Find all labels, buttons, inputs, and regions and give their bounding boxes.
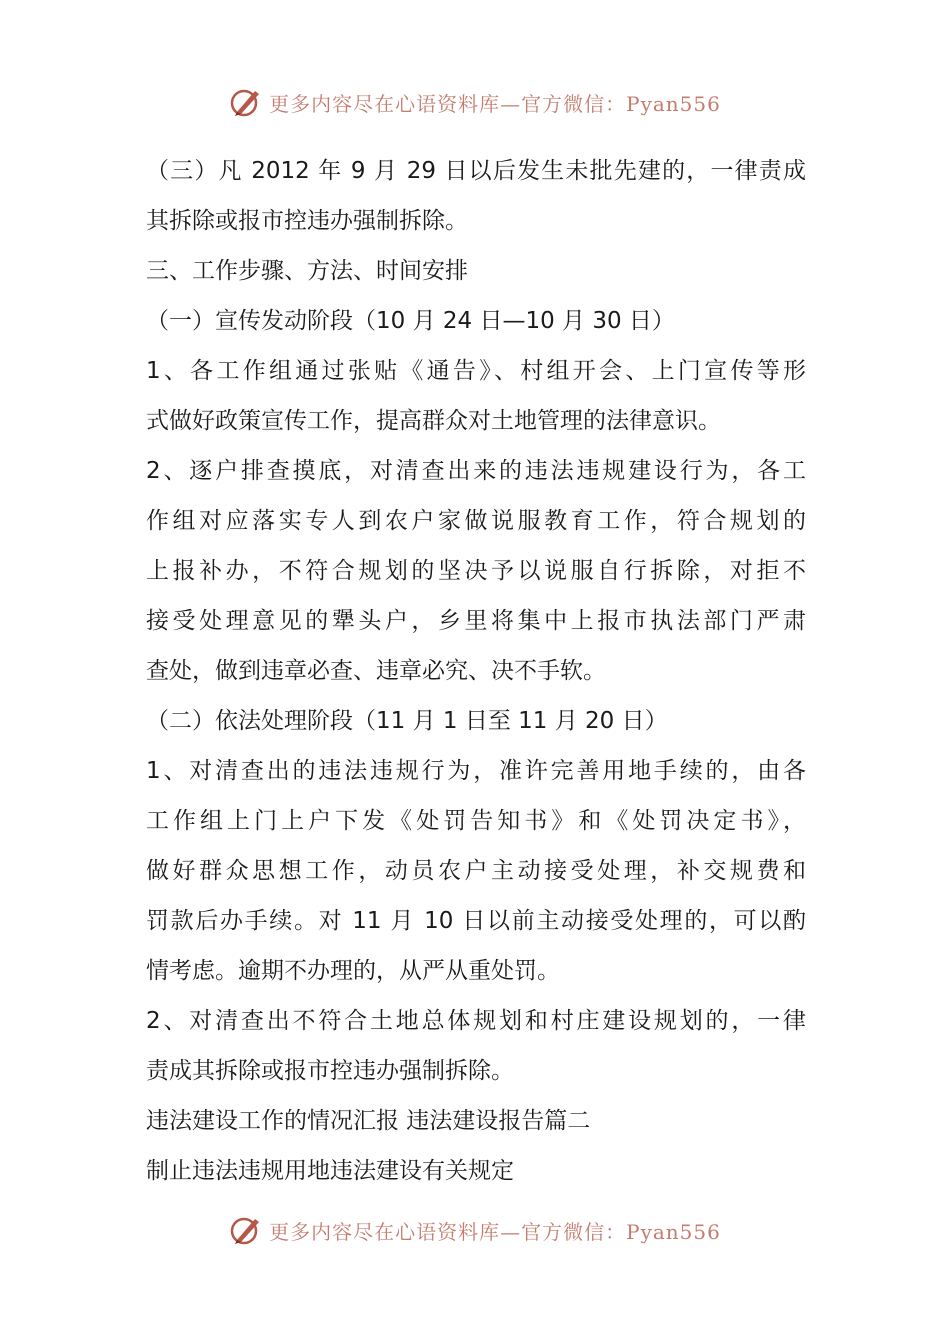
text-line: 2、逐户排查摸底，对清查出来的违法违规建设行为，各工 (146, 458, 806, 484)
text-line: 作组对应落实专人到农户家做说服教育工作，符合规划的 (146, 508, 806, 534)
text-line: 违法建设工作的情况汇报 违法建设报告篇二 (146, 1108, 591, 1134)
watermark-text: 更多内容尽在心语资料库—官方微信：Pyan556 (269, 1219, 721, 1244)
document-body (146, 146, 806, 1196)
text-line: （三）凡 2012 年 9 月 29 日以后发生未批先建的，一律责成 (146, 158, 806, 184)
watermark-text: 更多内容尽在心语资料库—官方微信：Pyan556 (269, 91, 721, 116)
text-line: 上报补办，不符合规划的坚决予以说服自行拆除，对拒不 (146, 558, 806, 584)
text-line: 罚款后办手续。对 11 月 10 日以前主动接受处理的，可以酌 (146, 908, 806, 934)
text-line: 做好群众思想工作，动员农户主动接受处理，补交规费和 (146, 858, 806, 884)
text-line: 责成其拆除或报市控违办强制拆除。 (146, 1058, 514, 1084)
text-line: 情考虑。逾期不办理的，从严从重处罚。 (146, 958, 560, 984)
text-line: 制止违法违规用地违法建设有关规定 (146, 1158, 514, 1184)
text-line: 1、各工作组通过张贴《通告》、村组开会、上门宣传等形 (146, 358, 806, 384)
text-line: 接受处理意见的犟头户，乡里将集中上报市执法部门严肃 (146, 608, 806, 634)
text-line: （一）宣传发动阶段（10 月 24 日—10 月 30 日） (146, 308, 675, 334)
text-line: 工作组上门上户下发《处罚告知书》和《处罚决定书》， (146, 808, 806, 834)
text-line: 1、对清查出的违法违规行为，准许完善用地手续的，由各 (146, 758, 806, 784)
text-line: 其拆除或报市控违办强制拆除。 (146, 208, 468, 234)
text-line: （二）依法处理阶段（11 月 1 日至 11 月 20 日） (146, 708, 668, 734)
pen-logo-icon (229, 85, 263, 119)
text-line: 查处，做到违章必查、违章必究、决不手软。 (146, 658, 606, 684)
header-watermark (0, 82, 950, 122)
text-line: 2、对清查出不符合土地总体规划和村庄建设规划的，一律 (146, 1008, 806, 1034)
text-line: 式做好政策宣传工作，提高群众对土地管理的法律意识。 (146, 408, 721, 434)
footer-watermark (0, 1210, 950, 1250)
text-line: 三、工作步骤、方法、时间安排 (146, 258, 468, 284)
pen-logo-icon (229, 1213, 263, 1247)
